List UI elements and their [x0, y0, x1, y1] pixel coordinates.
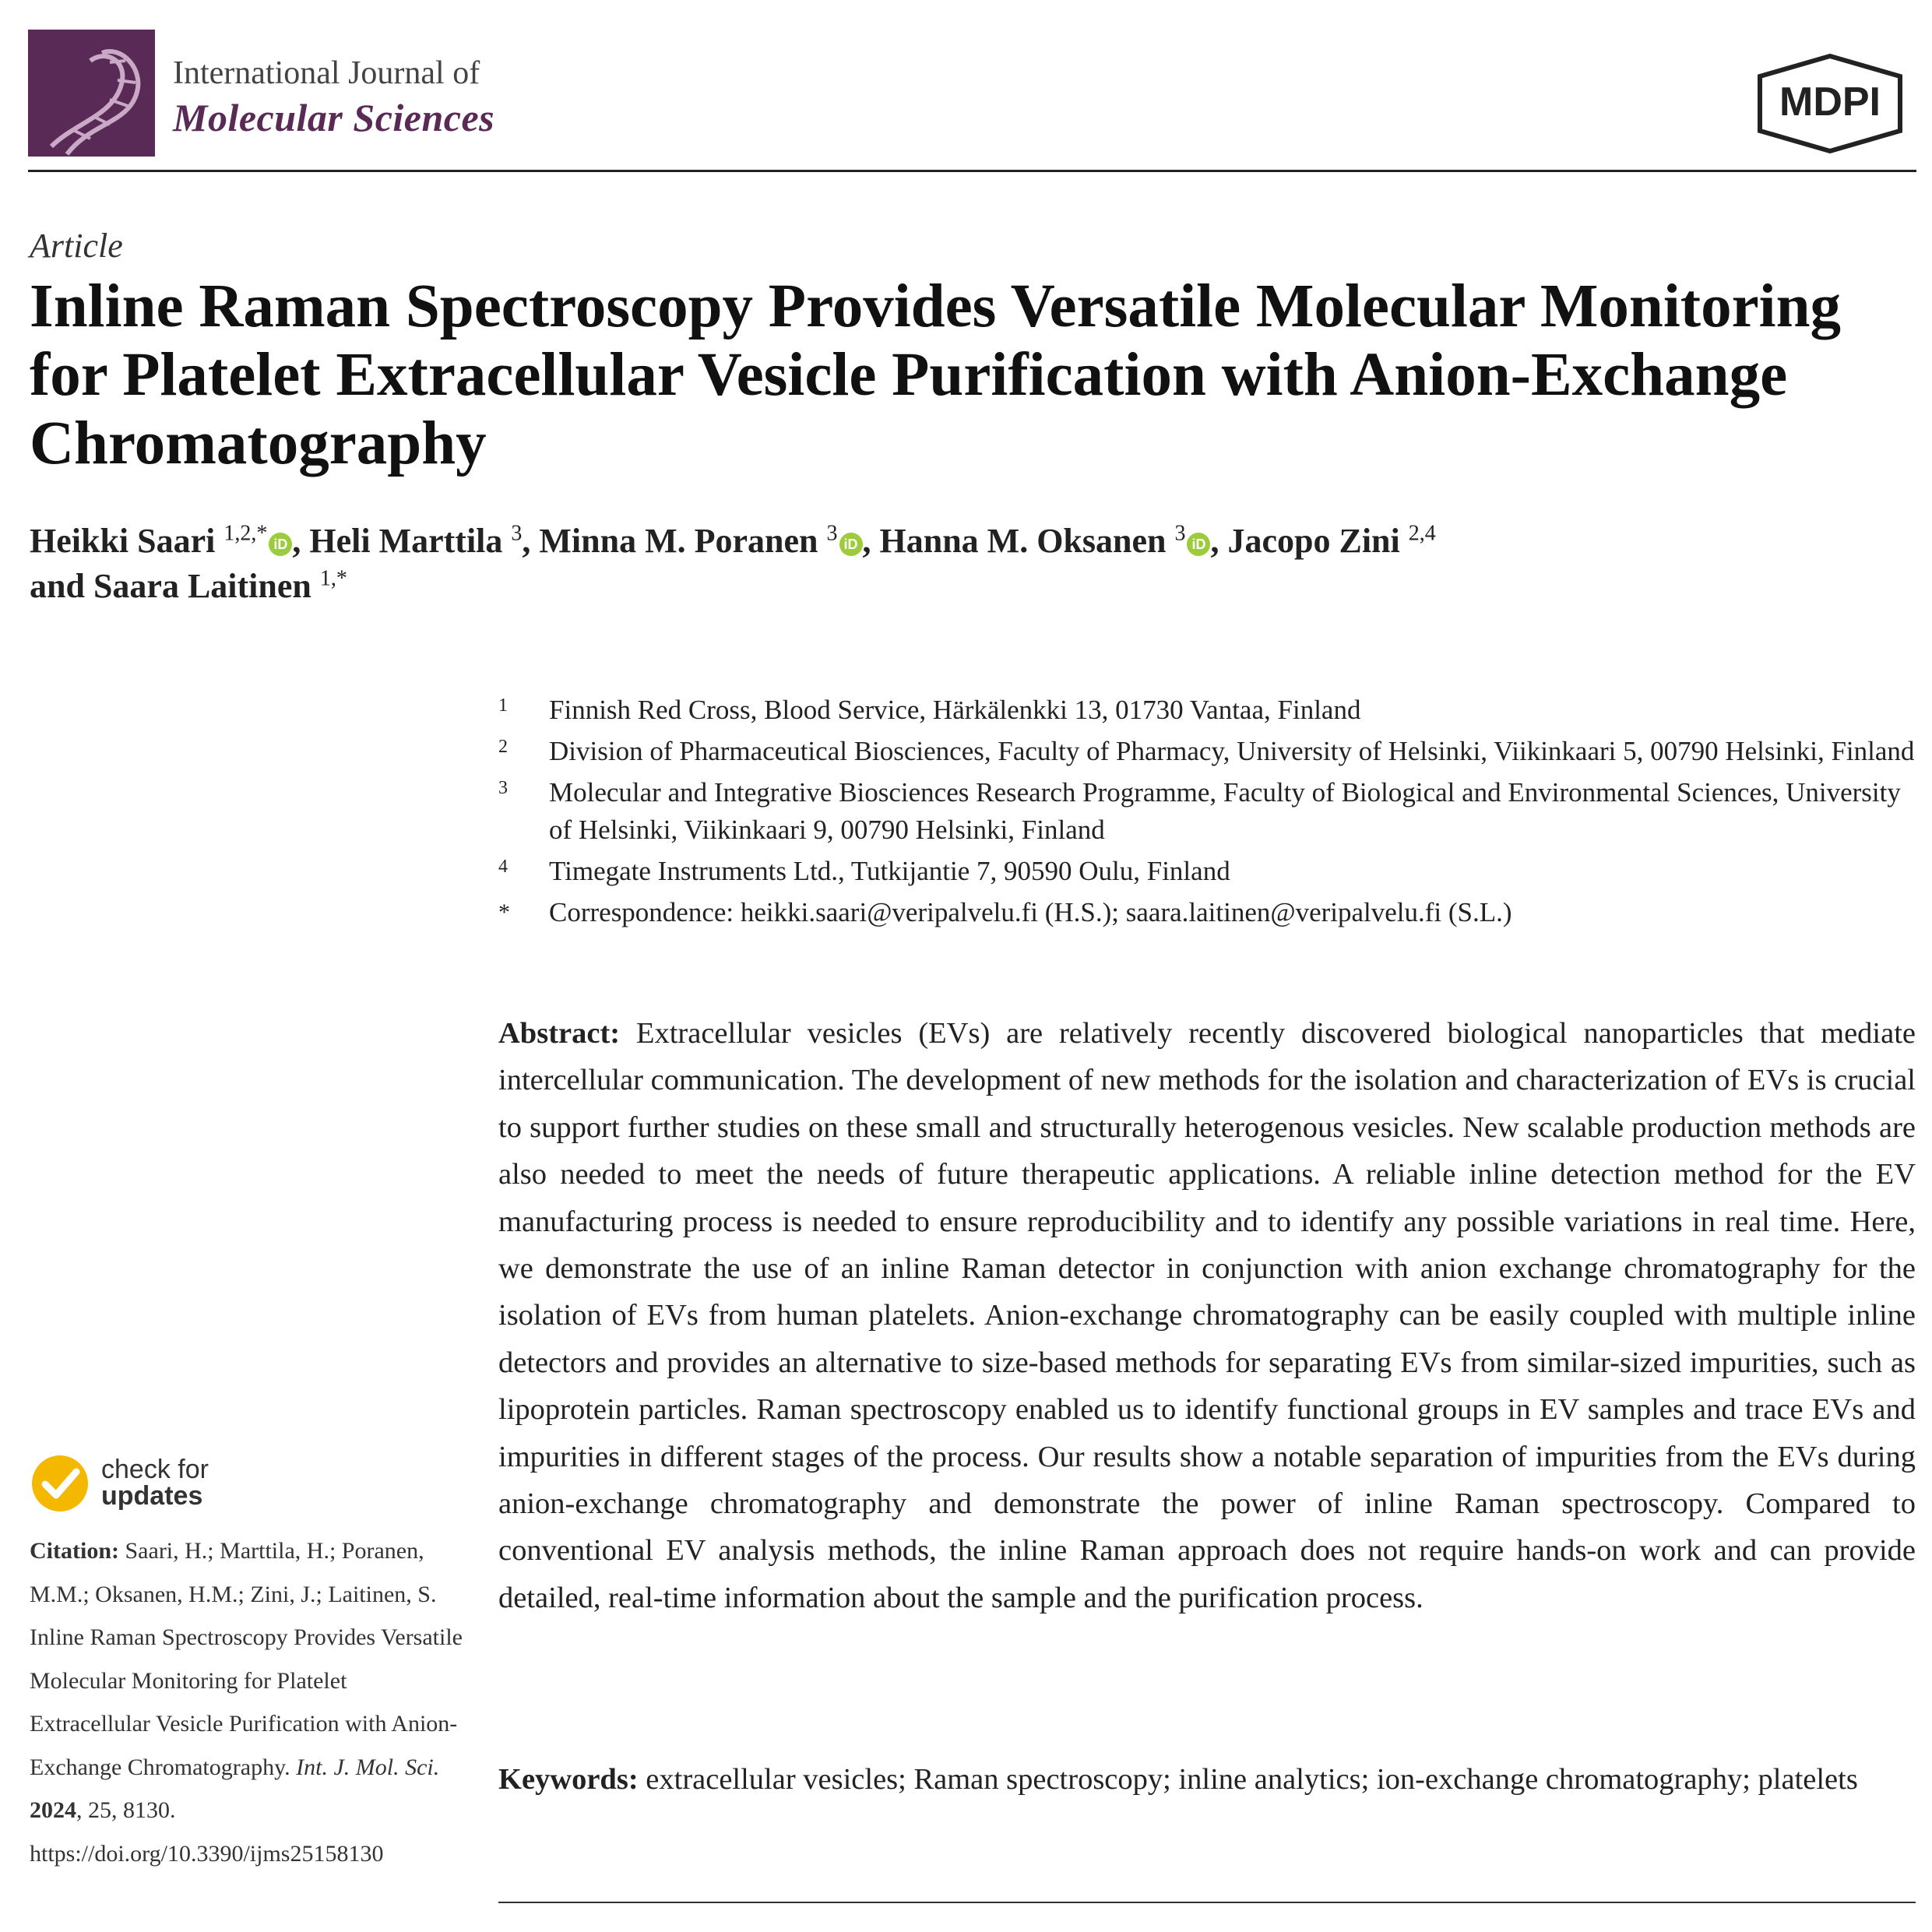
- keywords: [498, 1757, 1916, 1802]
- affiliations: [498, 692, 1916, 935]
- check-updates-line2: updates: [101, 1481, 203, 1511]
- affiliation: 4 Timegate Instruments Ltd., Tutkijantie 7, 90590 Oulu, Finland: [498, 856, 1230, 886]
- author[interactable]: and Saara Laitinen $^{1,*}$: [30, 566, 347, 605]
- orcid-icon[interactable]: iD: [269, 533, 292, 556]
- check-updates-line1: check for: [101, 1455, 209, 1484]
- footer-divider: [498, 1902, 1916, 1903]
- publisher-logo: [1752, 53, 1908, 154]
- author[interactable]: Minna M. Poranen $^3$ iD: [539, 522, 862, 560]
- check-for-updates-badge[interactable]: [30, 1448, 248, 1526]
- correspondence: * Correspondence: heikki.saari@veripalvelu.fi (H.S.); saara.laitinen@veripalvelu.fi (S.L.): [498, 897, 1512, 927]
- journal-logo: [28, 30, 155, 157]
- affiliation: 3 Molecular and Integrative Biosciences Research Programme, Faculty of Biological and Environmental Sciences, University of Helsinki, Viikinkaari 9, 00790 Helsinki, Finland: [498, 777, 1901, 845]
- affiliation: 2 Division of Pharmaceutical Biosciences, Faculty of Pharmacy, University of Helsinki, Viikinkaari 5, 00790 Helsinki, Finland: [498, 736, 1915, 766]
- keywords-label: Keywords:: [498, 1763, 639, 1796]
- author[interactable]: Jacopo Zini $^{2,4}$: [1227, 521, 1436, 560]
- orcid-icon[interactable]: iD: [839, 533, 863, 556]
- affiliation: 1 Finnish Red Cross, Blood Service, Härkälenkki 13, 01730 Vantaa, Finland: [498, 695, 1361, 725]
- author[interactable]: Hanna M. Oksanen $^3$ iD: [880, 522, 1211, 560]
- article-type: Article: [30, 227, 123, 265]
- publisher-name: MDPI: [1779, 79, 1881, 125]
- header-divider: [28, 170, 1916, 172]
- keywords-text: extracellular vesicles; Raman spectroscopy; inline analytics; ion-exchange chromatography; platelets: [646, 1763, 1858, 1796]
- doi-link[interactable]: https://doi.org/10.3390/ijms25158130: [30, 1840, 384, 1867]
- abstract-label: Abstract:: [498, 1017, 621, 1050]
- dna-helix-icon: [28, 30, 155, 157]
- author[interactable]: Heli Marttila $^3$: [309, 521, 523, 560]
- check-circle-icon: [30, 1453, 90, 1514]
- orcid-icon[interactable]: iD: [1187, 533, 1210, 556]
- journal-name-line2: Molecular Sciences: [173, 96, 495, 139]
- citation: Citation: Saari, H.; Marttila, H.; Poranen, M.M.; Oksanen, H.M.; Zini, J.; Laitinen, S. Inline Raman Spectroscopy Provides Versatile Molecular Monitoring for Platelet Extracellular Vesicle Purification with Anion-Exchange Chromatography. Int. J. Mol. Sci. 2024, 25, 8130. https://doi.org/10.3390/ijms25158130: [30, 1538, 463, 1867]
- abstract: [498, 1010, 1916, 1621]
- author[interactable]: Heikki Saari $^{1,2,*}$ iD: [30, 522, 292, 560]
- article-title: Inline Raman Spectroscopy Provides Versatile Molecular Monitoring for Platelet Extracellular Vesicle Purification with Anion-Exchange Chromatography: [30, 273, 1842, 477]
- abstract-text: Extracellular vesicles (EVs) are relatively recently discovered biological nanoparticles that mediate intercellular communication. The development of new methods for the isolation and characterization of EVs is crucial to support further studies on these small and structurally heterogenous vesicles. New scalable production methods are also needed to meet the needs of future therapeutic applications. A reliable inline detection method for the EV manufacturing process is needed to ensure reproducibility and to identify any possible variations in real time. Here, we demonstrate the use of an inline Raman detector in conjunction with anion exchange chromatography for the isolation of EVs from human platelets. Anion-exchange chromatography can be easily coupled with multiple inline detectors and provides an alternative to size-based methods for separating EVs from similar-sized impurities, such as lipoprotein particles. Raman spectroscopy enabled us to identify functional groups in EV samples and trace EVs and impurities in different stages of the process. Our results show a notable separation of impurities from the EVs during anion-exchange chromatography and demonstrate the power of inline Raman spectroscopy. Compared to conventional EV analysis methods, the inline Raman approach does not require hands-on work and can provide detailed, real-time information about the sample and the purification process.: [498, 1017, 1916, 1614]
- journal-name-line1: International Journal of: [173, 55, 480, 91]
- author-list: Heikki Saari $^{1,2,*}$ iD , Heli Marttila $^3$, Minna M. Poranen $^3$ iD , Hanna M. Oksanen $^3$ iD , Jacopo Zini $^{2,4}$ and Saara Laitinen $^{1,*}$: [30, 521, 1436, 605]
